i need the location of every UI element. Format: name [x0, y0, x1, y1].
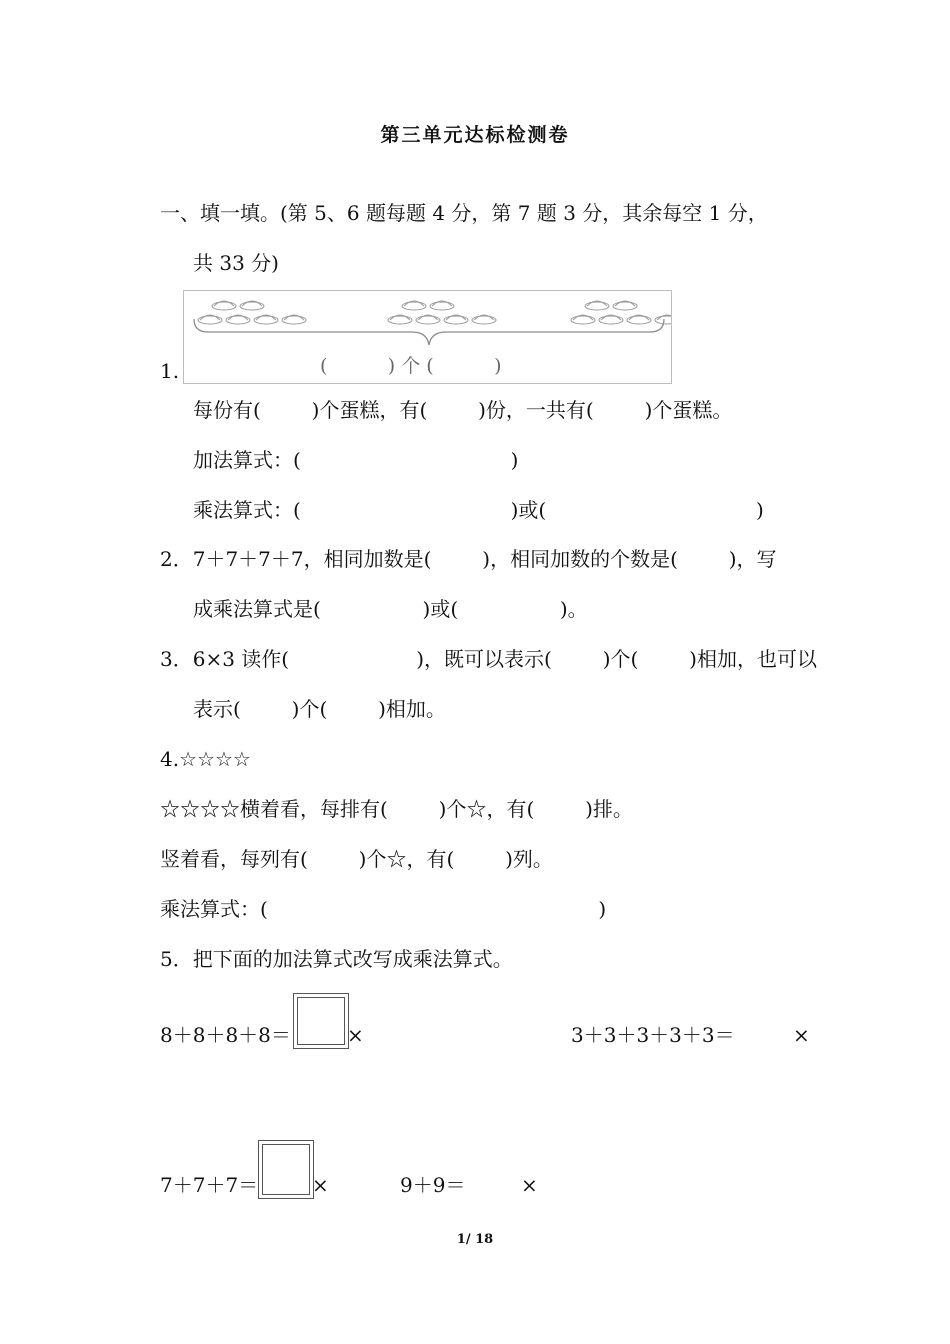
q4-line1: 4.☆☆☆☆ — [160, 747, 251, 771]
q5-expr-c: 7＋7＋7＝ — [160, 1173, 259, 1197]
section-heading-line1: 一、填一填。(第 5、6 题每题 4 分，第 7 题 3 分，其余每空 1 分， — [160, 201, 768, 225]
q1-add-line: 加法算式：( ) — [193, 448, 519, 472]
q4-line4: 乘法算式：( ) — [160, 897, 607, 921]
figure-label: ( ) 个 ( ) — [320, 355, 502, 377]
q2-line2: 成乘法算式是( )或( )。 — [193, 597, 588, 621]
q3-line1: 3．6×3 读作( )，既可以表示( )个( )相加，也可以 — [160, 647, 817, 671]
q2-line1: 2．7＋7＋7＋7，相同加数是( )，相同加数的个数是( )，写 — [160, 547, 777, 571]
q1-line1: 每份有( )个蛋糕，有( )份，一共有( )个蛋糕。 — [193, 398, 733, 422]
section-heading-line2: 共 33 分) — [193, 251, 279, 275]
q5-expr-b: 3＋3＋3＋3＋3＝ — [571, 1023, 735, 1047]
q5-heading: 5．把下面的加法算式改写成乘法算式。 — [160, 947, 513, 971]
q5-expr-d: 9＋9＝ — [400, 1173, 466, 1197]
times-sign-c: × — [312, 1173, 329, 1197]
answer-box-a[interactable] — [293, 993, 349, 1049]
times-sign-a: × — [347, 1023, 364, 1047]
q4-line3: 竖着看，每列有( )个☆，有( )列。 — [160, 847, 553, 871]
q4-line2: ☆☆☆☆横着看，每排有( )个☆，有( )排。 — [160, 797, 633, 821]
q5-expr-a: 8＋8＋8＋8＝ — [160, 1023, 291, 1047]
q1-number: 1. — [160, 359, 180, 383]
cake-figure — [183, 290, 672, 384]
answer-box-c[interactable] — [258, 1140, 314, 1199]
q3-line2: 表示( )个( )相加。 — [193, 697, 446, 721]
times-sign-b: × — [793, 1023, 810, 1047]
times-sign-d: × — [521, 1173, 538, 1197]
page-title: 第三单元达标检测卷 — [380, 124, 570, 146]
page-number: 1/ 18 — [456, 1232, 494, 1247]
q1-mul-line: 乘法算式：( )或( ) — [193, 498, 764, 522]
